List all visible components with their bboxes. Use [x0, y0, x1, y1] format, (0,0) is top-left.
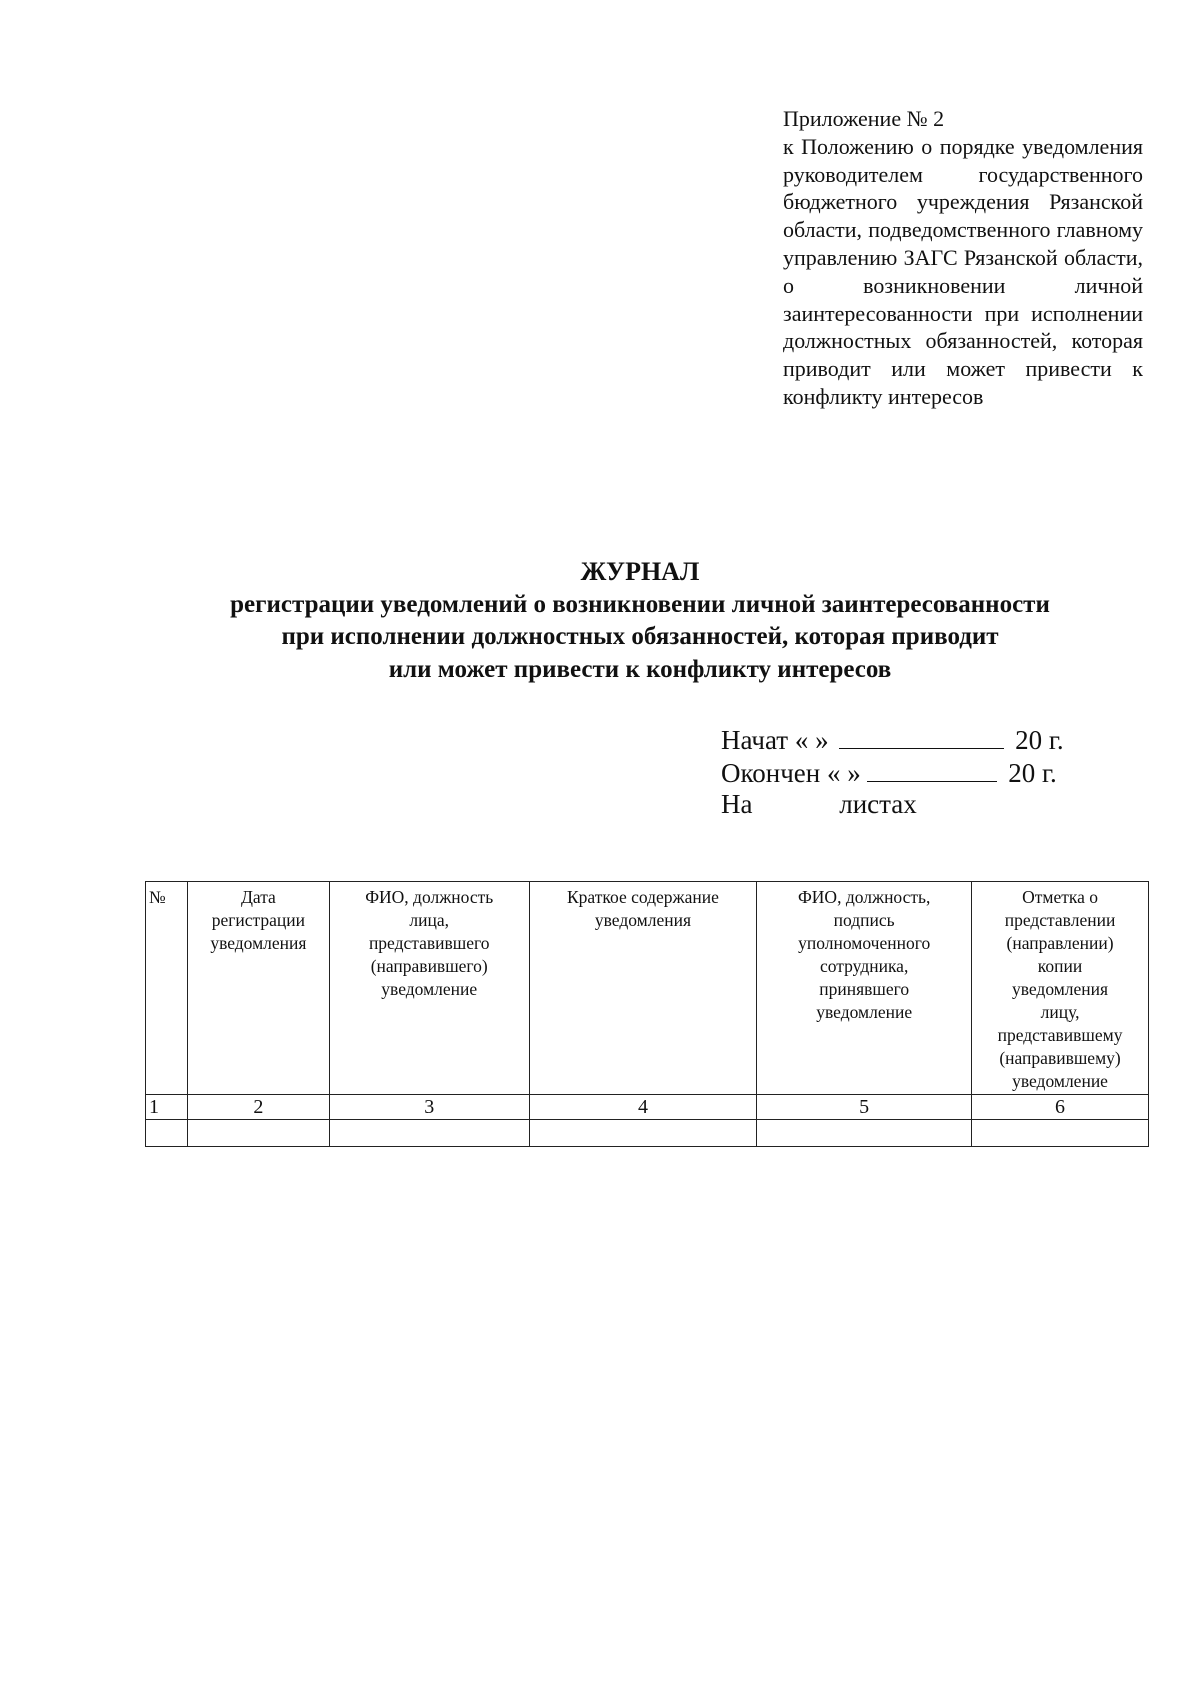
header-receiver-name: ФИО, должность, подпись уполномоченного сотрудника, принявшего уведомление [757, 882, 972, 1095]
table-cell [329, 1120, 529, 1147]
journal-subtitle-line-2: при исполнении должностных обязанностей, которая приводит [281, 623, 999, 650]
started-label: Начат « » [721, 725, 829, 755]
ended-label: Окончен « » [721, 758, 861, 788]
journal-subtitle-line-1: регистрации уведомлений о возникновении личной заинтересованности [230, 590, 1050, 618]
sheets-label-sheets: листах [839, 789, 917, 819]
table-header-row [146, 882, 1149, 1095]
ended-date-blank [867, 755, 997, 782]
header-copy-mark: Отметка о представлении (направлении) копии уведомления лицу, представившему (направившему) уведомление [972, 882, 1149, 1095]
ended-row [721, 755, 1064, 788]
header-registration-date: Дата регистрации уведомления [187, 882, 329, 1095]
appendix-block [783, 105, 1143, 411]
table-column-numbers-row [146, 1095, 1149, 1120]
appendix-body: к Положению о порядке уведомления руководителем государственного бюджетного учреждения Рязанской области, подведомственного главному управлению ЗАГС Рязанской области, о возникновении личной заинтересованности при исполнении должностных обязанностей, которая приводит или может привести к конфликту интересов [783, 133, 1143, 409]
started-year: 20 г. [1015, 725, 1064, 755]
table-cell [187, 1120, 329, 1147]
column-number-4: 4 [529, 1095, 757, 1120]
column-number-5: 5 [757, 1095, 972, 1120]
journal-table [145, 881, 1149, 1147]
started-row [721, 722, 1064, 755]
table-row [146, 1120, 1149, 1147]
column-number-3: 3 [329, 1095, 529, 1120]
table-cell [972, 1120, 1149, 1147]
header-summary: Краткое содержание уведомления [529, 882, 757, 1095]
sheets-row [721, 788, 1064, 821]
journal-title-block [0, 556, 1200, 686]
table-cell [146, 1120, 188, 1147]
ended-year: 20 г. [1008, 758, 1057, 788]
table-cell [757, 1120, 972, 1147]
column-number-1: 1 [146, 1095, 188, 1120]
journal-subtitle-line-3: или может привести к конфликту интересов [388, 655, 892, 683]
started-date-blank [839, 722, 1004, 749]
sheets-label-on: На [721, 789, 753, 819]
header-submitter-name: ФИО, должность лица, представившего (направившего) уведомление [329, 882, 529, 1095]
table-cell [529, 1120, 757, 1147]
column-number-6: 6 [972, 1095, 1149, 1120]
header-number: № [146, 882, 188, 1095]
journal-dates-block [721, 722, 1064, 821]
journal-title: ЖУРНАЛ [580, 557, 700, 586]
appendix-title: Приложение № 2 [783, 106, 945, 131]
column-number-2: 2 [187, 1095, 329, 1120]
